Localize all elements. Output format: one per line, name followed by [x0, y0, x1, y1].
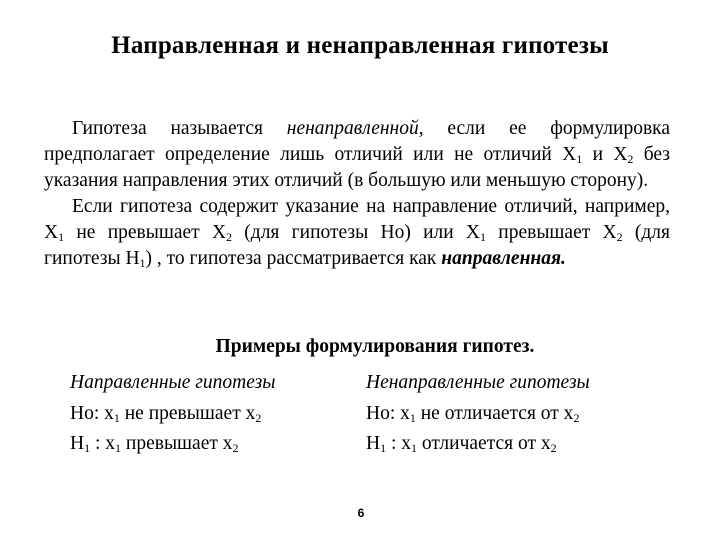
hypothesis-h0: [70, 399, 275, 430]
text: , если ее формулировка предполагает определение лишь отличий или не отличий Х: [44, 118, 670, 165]
subscript: 2: [616, 230, 623, 244]
text: без указания направления этих отличий (в большую или меньшую сторону).: [44, 144, 670, 191]
text: (для гипотезы Hо) или Х: [232, 222, 481, 243]
text: не отличается от х: [415, 402, 574, 424]
emphasis-term: ненаправленной: [286, 118, 419, 139]
emphasis-term: направленная.: [441, 248, 566, 269]
text: Hо: х: [366, 402, 410, 424]
subscript: 1: [411, 441, 418, 455]
paragraph-nondirectional: [44, 116, 670, 194]
slide-title: Направленная и ненаправленная гипотезы: [111, 32, 609, 59]
subscript: 2: [226, 230, 233, 244]
text: H: [366, 433, 381, 454]
paragraph-directional: [44, 194, 670, 272]
subscript: 1: [113, 410, 120, 425]
text: H: [70, 433, 85, 454]
text: отличается от х: [417, 433, 551, 454]
column-heading: Ненаправленные гипотезы: [366, 372, 590, 393]
examples-heading: Примеры формулирования гипотез.: [215, 336, 535, 357]
text: превышает Х: [486, 222, 617, 243]
text: Гипотеза называется: [72, 118, 287, 139]
text: и Х: [582, 144, 628, 165]
column-heading: Направленные гипотезы: [70, 372, 276, 393]
text: (для гипотезы H: [44, 222, 670, 269]
subscript: 1: [139, 256, 146, 270]
hypothesis-h1: [70, 429, 275, 460]
subscript: 1: [480, 230, 487, 244]
text: Если гипотеза содержит указание на направление отличий, например, Х: [44, 196, 670, 243]
text: : х: [90, 433, 116, 454]
subscript: 1: [576, 152, 583, 166]
subscript: 1: [380, 441, 387, 455]
nondirectional-hypotheses-column: [366, 368, 590, 460]
hypothesis-h0: [366, 399, 590, 430]
subscript: 2: [232, 441, 239, 455]
text: превышает х: [121, 433, 233, 454]
text: ) , то гипотеза рассматривается как: [145, 248, 442, 269]
slide-body: [44, 116, 670, 272]
text: не превышает х: [119, 402, 256, 424]
hypothesis-h1: [366, 429, 590, 460]
subscript: 2: [255, 410, 262, 425]
subscript: 1: [84, 441, 91, 455]
subscript: 2: [573, 410, 580, 425]
subscript: 1: [115, 441, 122, 455]
subscript: 2: [550, 441, 557, 455]
directional-hypotheses-column: [70, 368, 275, 460]
subscript: 1: [58, 230, 65, 244]
subscript: 1: [409, 410, 416, 425]
page-number: 6: [357, 506, 365, 520]
subscript: 2: [627, 152, 634, 166]
text: не превышает Х: [64, 222, 227, 243]
text: : х: [386, 433, 412, 454]
text: Hо: х: [70, 402, 114, 424]
